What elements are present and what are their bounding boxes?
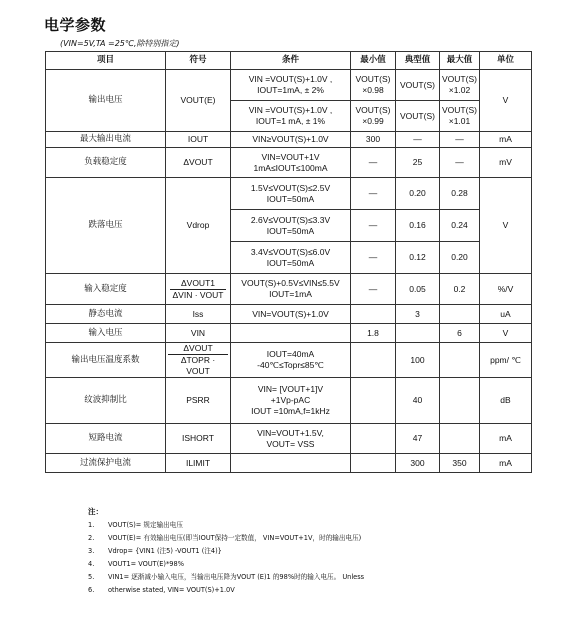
param-condition (231, 210, 351, 242)
param-max: — (440, 132, 480, 148)
value-line: VOUT(S) (355, 105, 391, 115)
test-conditions: (VIN=5V,TA =25℃,除特别指定) (60, 39, 180, 48)
param-unit: ppm/ ℃ (480, 343, 532, 378)
condition-line: IOUT=40mA (266, 349, 315, 359)
electrical-parameters-table (45, 51, 532, 473)
value-line: VOUT(S) (442, 105, 477, 115)
param-symbol (166, 343, 231, 378)
param-min (351, 378, 396, 424)
condition-line: IOUT=50mA (266, 225, 315, 236)
param-unit: V (480, 324, 532, 343)
param-name: 最大输出电流 (46, 132, 166, 148)
note-item (88, 545, 364, 558)
note-text: VOUT1= VOUT(E)*98% (108, 560, 184, 568)
param-min: — (351, 178, 396, 210)
note-item (88, 532, 364, 545)
symbol-fraction (170, 278, 225, 301)
param-max (440, 378, 480, 424)
param-name: 短路电流 (46, 424, 166, 454)
param-symbol (166, 274, 231, 305)
condition-line: -40℃≤Topr≤85℃ (257, 360, 324, 370)
fraction-numerator: ΔVOUT (168, 343, 228, 355)
param-name: 过流保护电流 (46, 454, 166, 473)
param-min: — (351, 242, 396, 274)
table-row (46, 274, 532, 305)
param-max: 0.24 (440, 210, 480, 242)
param-typ: 0.05 (396, 274, 440, 305)
param-name: 负载稳定度 (46, 148, 166, 178)
table-row (46, 305, 532, 324)
param-min: — (351, 148, 396, 178)
param-condition: VIN≥VOUT(S)+1.0V (231, 132, 351, 148)
param-min (351, 101, 396, 132)
param-condition (231, 148, 351, 178)
param-max (440, 305, 480, 324)
param-name: 跌落电压 (46, 178, 166, 274)
param-min: 1.8 (351, 324, 396, 343)
table-row (46, 148, 532, 178)
param-name: 输入电压 (46, 324, 166, 343)
param-condition (231, 70, 351, 101)
value-line: VOUT(S) (442, 74, 477, 84)
value-line: ×0.99 (362, 116, 384, 126)
condition-line: IOUT=1mA (269, 289, 312, 299)
param-unit: uA (480, 305, 532, 324)
condition-line: 1.5V≤VOUT(S)≤2.5V (250, 182, 331, 193)
condition-line: 2.6V≤VOUT(S)≤3.3V (250, 214, 331, 225)
table-row (46, 424, 532, 454)
param-typ: — (396, 132, 440, 148)
param-unit: V (480, 70, 532, 132)
notes-section (88, 505, 364, 597)
table-row (46, 70, 532, 101)
param-unit: %/V (480, 274, 532, 305)
value-line: ×0.98 (362, 85, 384, 95)
param-unit: dB (480, 378, 532, 424)
condition-line: VIN=VOUT+1V (261, 151, 320, 162)
table-row (46, 132, 532, 148)
param-name: 输入稳定度 (46, 274, 166, 305)
param-typ: 3 (396, 305, 440, 324)
param-min (351, 343, 396, 378)
fraction-denominator: ΔVIN · VOUT (172, 289, 224, 300)
param-typ: 0.12 (396, 242, 440, 274)
value-line: ×1.02 (448, 85, 471, 95)
note-number: 3. (88, 547, 95, 555)
param-unit: mV (480, 148, 532, 178)
value-line: ×1.01 (448, 116, 471, 126)
header-symbol: 符号 (166, 52, 231, 70)
param-max: 0.2 (440, 274, 480, 305)
param-min: — (351, 210, 396, 242)
param-condition (231, 178, 351, 210)
table-row (46, 378, 532, 424)
note-text: VIN1= 逐渐减小输入电压，当输出电压降为VOUT (E)1 的98%时的输入电压。 Unless (108, 573, 365, 581)
note-item (88, 519, 364, 532)
header-condition: 条件 (231, 52, 351, 70)
param-typ: 300 (396, 454, 440, 473)
param-symbol: Iss (166, 305, 231, 324)
note-number: 6. (88, 586, 95, 594)
param-symbol: ILIMIT (166, 454, 231, 473)
param-condition (231, 242, 351, 274)
param-min: 300 (351, 132, 396, 148)
condition-line: VIN= [VOUT+1]V (257, 384, 324, 394)
note-item (88, 584, 364, 597)
condition-line: VIN=VOUT+1.5V, (257, 427, 324, 438)
fraction-numerator: ΔVOUT1 (170, 278, 225, 290)
param-min (351, 70, 396, 101)
param-typ: 25 (396, 148, 440, 178)
note-number: 2. (88, 534, 95, 542)
param-max: 0.28 (440, 178, 480, 210)
symbol-fraction (168, 343, 228, 377)
header-min: 最小值 (351, 52, 396, 70)
param-condition (231, 343, 351, 378)
param-unit: mA (480, 424, 532, 454)
condition-line: IOUT =10mA,f=1kHz (251, 406, 330, 416)
param-min (351, 424, 396, 454)
param-min: — (351, 274, 396, 305)
table-row (46, 178, 532, 210)
condition-line: 3.4V≤VOUT(S)≤6.0V (250, 246, 331, 257)
condition-line: IOUT=1 mA, ± 1% (255, 116, 326, 126)
header-max: 最大值 (440, 52, 480, 70)
param-condition (231, 424, 351, 454)
param-symbol: VIN (166, 324, 231, 343)
param-condition: VIN=VOUT(S)+1.0V (231, 305, 351, 324)
param-typ: VOUT(S) (396, 70, 440, 101)
note-text: otherwise stated, VIN= VOUT(S)+1.0V (108, 586, 235, 594)
param-symbol: VOUT(E) (166, 70, 231, 132)
condition-line: VOUT= VSS (266, 438, 315, 449)
condition-line: VIN =VOUT(S)+1.0V , (248, 74, 333, 84)
param-max (440, 424, 480, 454)
param-max: 6 (440, 324, 480, 343)
note-item (88, 558, 364, 571)
condition-line: IOUT=50mA (266, 193, 315, 204)
page-title: 电学参数 (44, 16, 107, 34)
fraction-denominator: ΔTOPR · VOUT (180, 355, 216, 376)
param-condition (231, 101, 351, 132)
param-max: — (440, 148, 480, 178)
table-row (46, 324, 532, 343)
condition-line: +1Vp-pAC (270, 395, 311, 405)
param-max: 350 (440, 454, 480, 473)
condition-line: IOUT=1mA, ± 2% (257, 85, 324, 95)
condition-line: VIN =VOUT(S)+1.0V , (248, 105, 333, 115)
note-text: Vdrop= {VIN1 (注5) -VOUT1 (注4)} (108, 547, 222, 555)
param-typ: 40 (396, 378, 440, 424)
note-text: VOUT(E)= 有效输出电压(即当IOUT保持一定数值， VIN=VOUT+1V，时的输出电压) (108, 534, 362, 542)
param-typ: 0.16 (396, 210, 440, 242)
param-name: 输出电压温度系数 (46, 343, 166, 378)
note-number: 1. (88, 521, 95, 529)
note-number: 4. (88, 560, 95, 568)
condition-line: VOUT(S)+0.5V≤VIN≤5.5V (241, 278, 340, 288)
value-line: VOUT(S) (355, 74, 391, 84)
param-symbol: ISHORT (166, 424, 231, 454)
param-max (440, 70, 480, 101)
header-unit: 单位 (480, 52, 532, 70)
condition-line: 1mA≤IOUT≤100mA (253, 162, 328, 173)
param-typ: 47 (396, 424, 440, 454)
param-unit: V (480, 178, 532, 274)
param-min (351, 454, 396, 473)
param-symbol: Vdrop (166, 178, 231, 274)
param-max: 0.20 (440, 242, 480, 274)
condition-line: IOUT=50mA (266, 257, 315, 268)
notes-heading: 注： (88, 507, 103, 516)
param-condition (231, 274, 351, 305)
param-typ: VOUT(S) (396, 101, 440, 132)
param-symbol: IOUT (166, 132, 231, 148)
param-min (351, 305, 396, 324)
param-name: 纹波抑制比 (46, 378, 166, 424)
table-row (46, 343, 532, 378)
param-symbol: PSRR (166, 378, 231, 424)
param-condition (231, 454, 351, 473)
param-unit: mA (480, 454, 532, 473)
param-symbol: ΔVOUT (166, 148, 231, 178)
param-max (440, 101, 480, 132)
param-name: 静态电流 (46, 305, 166, 324)
param-typ: 100 (396, 343, 440, 378)
param-unit: mA (480, 132, 532, 148)
table-header-row (46, 52, 532, 70)
param-max (440, 343, 480, 378)
header-typ: 典型值 (396, 52, 440, 70)
note-number: 5. (88, 573, 95, 581)
param-typ (396, 324, 440, 343)
table-row (46, 454, 532, 473)
header-item: 项目 (46, 52, 166, 70)
param-condition (231, 324, 351, 343)
param-condition (231, 378, 351, 424)
param-typ: 0.20 (396, 178, 440, 210)
note-text: VOUT(S)= 规定输出电压 (108, 521, 183, 529)
note-item (88, 571, 364, 584)
param-name: 输出电压 (46, 70, 166, 132)
